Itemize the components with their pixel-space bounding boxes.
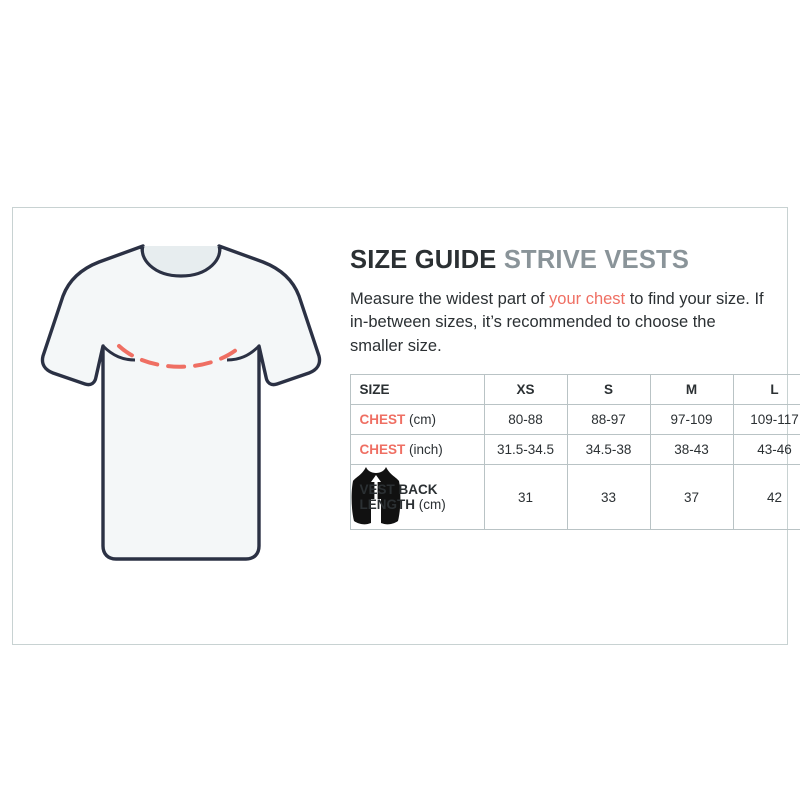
table-row [350,435,800,465]
page-title-sub: STRIVE VESTS [503,246,690,274]
row-label-vest-back-length: VEST BACK LENGTH (cm) [350,465,484,530]
cell-chest-cm-xs: 80-88 [484,405,567,435]
row-label-chest-inch: CHEST (inch) [350,435,484,465]
size-guide-card [12,207,799,645]
guide-content [350,246,799,530]
cell-chest-inch-xs: 31.5-34.5 [484,435,567,465]
column-header-m: M [650,375,733,405]
cell-chest-cm-m: 97-109 [650,405,733,435]
cell-vest-back-m: 37 [650,465,733,530]
cell-vest-back-s: 33 [567,465,650,530]
column-header-l: L [733,375,800,405]
page-title-main: SIZE GUIDE [350,246,497,274]
page-title [350,246,768,274]
column-header-s: S [567,375,650,405]
cell-chest-inch-m: 38-43 [650,435,733,465]
size-table [350,374,800,530]
measurement-instructions [350,288,768,358]
instructions-part1: Measure the widest part of [350,290,550,309]
instructions-part2: to find your size. If in-between sizes, it’s recommended to choose the smaller size. [350,290,764,355]
cell-chest-inch-s: 34.5-38 [567,435,650,465]
t-shirt-illustration [31,228,331,608]
table-header-row [350,375,800,405]
table-row [350,465,800,530]
cell-chest-cm-s: 88-97 [567,405,650,435]
column-header-size: SIZE [350,375,484,405]
row-label-chest-cm: CHEST (cm) [350,405,484,435]
cell-vest-back-l: 42 [733,465,800,530]
cell-vest-back-xs: 31 [484,465,567,530]
cell-chest-inch-l: 43-46 [733,435,800,465]
column-header-xs: XS [484,375,567,405]
cell-chest-cm-l: 109-117 [733,405,800,435]
table-row [350,405,800,435]
instructions-accent: your chest [549,290,626,309]
